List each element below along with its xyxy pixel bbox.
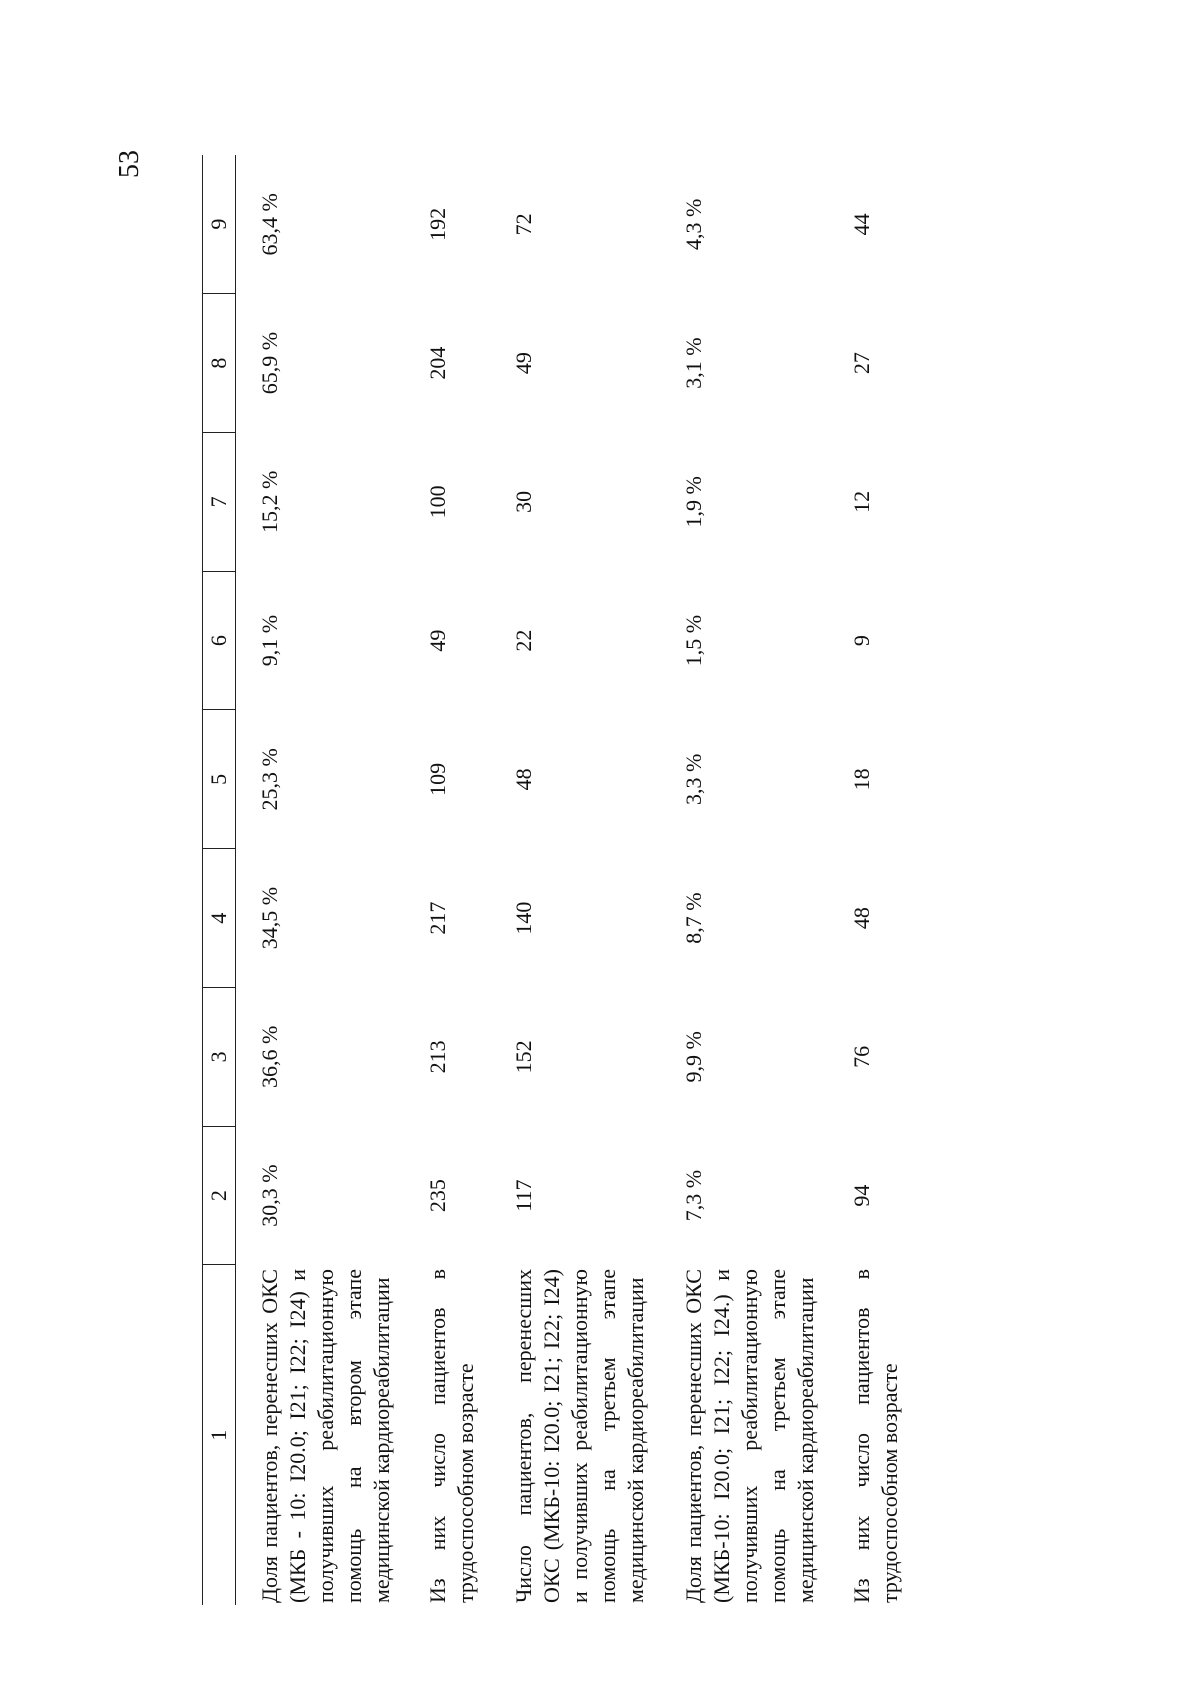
table-cell: 44 — [849, 213, 874, 236]
column-header: 7 — [203, 433, 236, 572]
table-cell: 49 — [511, 352, 536, 375]
table-cell: 76 — [849, 1045, 874, 1068]
table-cell: 9 — [849, 635, 874, 647]
table-cell: 3,1 % — [681, 337, 706, 389]
table-cell: 213 — [425, 1040, 450, 1074]
column-header: 3 — [203, 988, 236, 1127]
table-cell: 15,2 % — [257, 470, 282, 534]
table-cell: 235 — [425, 1179, 450, 1213]
table-cell: 72 — [511, 213, 536, 236]
row-label: Из них число пациентов в трудоспособном возрасте — [425, 1269, 478, 1603]
table-cell: 109 — [425, 762, 450, 796]
table-cell: 9,9 % — [681, 1031, 706, 1083]
table-row — [236, 155, 407, 1605]
statistics-table — [202, 155, 914, 1605]
table-row — [660, 155, 830, 1605]
table-cell: 30 — [511, 490, 536, 513]
column-header: 6 — [203, 571, 236, 710]
row-label: Из них число пациентов в трудоспособном возрасте — [849, 1269, 902, 1603]
rotated-table-container — [202, 155, 1022, 1605]
table-cell: 49 — [425, 629, 450, 652]
table-cell: 94 — [849, 1184, 874, 1207]
table-cell: 100 — [425, 485, 450, 519]
column-header: 2 — [203, 1126, 236, 1265]
table-cell: 7,3 % — [681, 1169, 706, 1222]
table-cell: 1,9 % — [681, 476, 706, 528]
column-header: 1 — [203, 1265, 236, 1605]
table-cell: 192 — [425, 207, 450, 241]
column-header: 9 — [203, 155, 236, 294]
table-cell: 36,6 % — [257, 1025, 282, 1089]
table-cell: 1,5 % — [681, 614, 706, 667]
table-cell: 65,9 % — [257, 331, 282, 395]
table-cell: 34,5 % — [257, 886, 282, 950]
table-cell: 12 — [849, 490, 874, 513]
table-cell: 48 — [511, 768, 536, 791]
table-cell: 30,3 % — [257, 1164, 282, 1227]
table-row — [406, 155, 490, 1605]
page-number: 53 — [114, 150, 145, 178]
table-cell: 152 — [511, 1040, 536, 1074]
table-cell: 48 — [849, 907, 874, 930]
table-cell: 8,7 % — [681, 892, 706, 944]
table-cell: 217 — [425, 901, 450, 935]
table-cell: 9,1 % — [257, 614, 282, 667]
column-header: 5 — [203, 710, 236, 849]
table-cell: 204 — [425, 346, 450, 380]
table-row — [490, 155, 660, 1605]
table-cell: 22 — [511, 629, 536, 652]
table-cell: 140 — [511, 901, 536, 935]
table-row — [830, 155, 914, 1605]
table-cell: 3,3 % — [681, 753, 706, 806]
column-header: 4 — [203, 849, 236, 988]
table-cell: 27 — [849, 352, 874, 375]
row-label: Число пациентов, перенесших ОКС (МКБ-10: I20.0; I21; I22; I24) и получивших реабилитационную помощь на третьем этапе медицинской кардиореабилитации — [511, 1269, 648, 1603]
table-cell: 25,3 % — [257, 748, 282, 811]
table-cell: 18 — [849, 768, 874, 791]
column-header: 8 — [203, 294, 236, 433]
header-row — [203, 155, 236, 1605]
row-label: Доля пациентов, перенесших ОКС (МКБ-10: I20.0; I21; I22; I24.) и получивших реабилитационную помощь на третьем этапе медицинской кардиореабилитации — [681, 1269, 818, 1603]
table-cell: 4,3 % — [681, 198, 706, 251]
table-cell: 63,4 % — [257, 193, 282, 256]
table-cell: 117 — [511, 1179, 536, 1212]
row-label: Доля пациентов, перенесших ОКС (МКБ - 10: I20.0; I21; I22; I24) и получивших реабилитационную помощь на втором этапе медицинской кардиореабилитации — [257, 1269, 394, 1603]
